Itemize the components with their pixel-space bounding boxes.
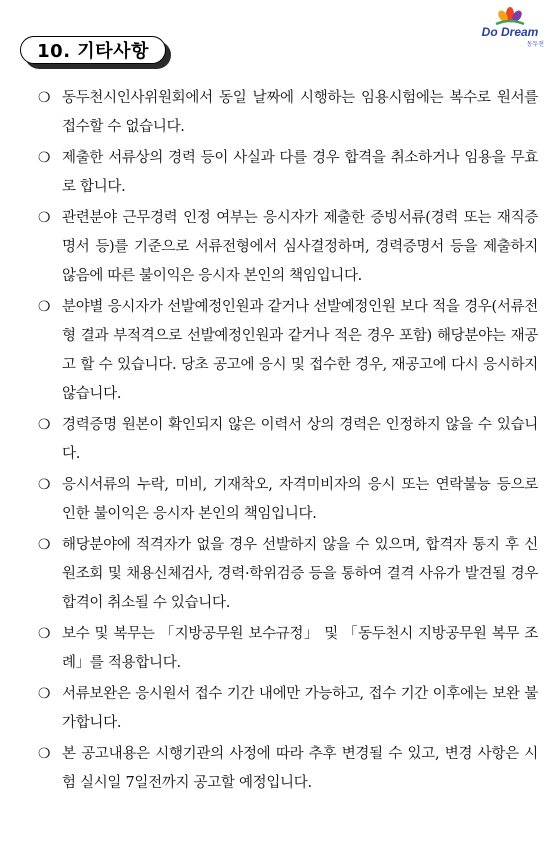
- list-item: [38, 531, 538, 618]
- list-item-text: 본 공고내용은 시행기관의 사정에 따라 추후 변경될 수 있고, 변경 사항은 시험 실시일 7일전까지 공고할 예정입니다.: [62, 746, 538, 791]
- logo-text: Do Dream: [481, 25, 539, 39]
- list-item: [38, 204, 538, 291]
- list-item: [38, 293, 538, 409]
- circle-bullet-icon: ❍: [38, 477, 51, 493]
- list-item-text: 관련분야 근무경력 인정 여부는 응시자가 제출한 증빙서류(경력 또는 재직증명서 등)를 기준으로 서류전형에서 심사결정하며, 경력증명서 등을 제출하지 않음에 따른 불이익은 응시자 본인의 책임입니다.: [62, 210, 538, 284]
- circle-bullet-icon: ❍: [38, 686, 51, 702]
- list-item-text: 동두천시인사위원회에서 동일 날짜에 시행하는 임용시험에는 복수로 원서를 접수할 수 없습니다.: [62, 90, 538, 135]
- list-item-text: 해당분야에 적격자가 없을 경우 선발하지 않을 수 있으며, 합격자 통지 후 신원조회 및 채용신체검사, 경력·학위검증 등을 통하여 결격 사유가 발견될 경우 합격이 취소될 수 있습니다.: [62, 537, 538, 611]
- section-header: [20, 36, 172, 70]
- list-item-text: 응시서류의 누락, 미비, 기재착오, 자격미비자의 응시 또는 연락불능 등으로 인한 불이익은 응시자 본인의 책임입니다.: [62, 477, 538, 522]
- list-item-text: 서류보완은 응시원서 접수 기간 내에만 가능하고, 접수 기간 이후에는 보완 불가합니다.: [62, 686, 538, 731]
- circle-bullet-icon: ❍: [38, 417, 51, 433]
- circle-bullet-icon: ❍: [38, 626, 51, 642]
- circle-bullet-icon: ❍: [38, 299, 51, 315]
- circle-bullet-icon: ❍: [38, 537, 51, 553]
- section-title: 10. 기타사항: [20, 36, 166, 64]
- notice-list: [38, 84, 538, 800]
- list-item: [38, 411, 538, 469]
- list-item-text: 분야별 응시자가 선발예정인원과 같거나 선발예정인원 보다 적을 경우(서류전형 결과 부적격으로 선발예정인원과 같거나 적은 경우 포함) 해당분야는 재공고 할 수 있습니다. 당초 공고에 응시 및 접수한 경우, 재공고에 다시 응시하지 않습니다.: [62, 299, 538, 402]
- circle-bullet-icon: ❍: [38, 746, 51, 762]
- logo-subtext: 동두천: [526, 41, 544, 48]
- list-item: [38, 471, 538, 529]
- list-item: [38, 680, 538, 738]
- list-item-text: 경력증명 원본이 확인되지 않은 이력서 상의 경력은 인정하지 않을 수 있습니다.: [62, 417, 538, 462]
- list-item-text: 보수 및 복무는 「지방공무원 보수규정」 및 「동두천시 지방공무원 복무 조례」를 적용합니다.: [62, 626, 538, 671]
- list-item: [38, 620, 538, 678]
- circle-bullet-icon: ❍: [38, 210, 51, 226]
- list-item: [38, 740, 538, 798]
- dodream-logo: [470, 6, 550, 46]
- circle-bullet-icon: ❍: [38, 90, 51, 106]
- circle-bullet-icon: ❍: [38, 150, 51, 166]
- list-item: [38, 144, 538, 202]
- list-item: [38, 84, 538, 142]
- list-item-text: 제출한 서류상의 경력 등이 사실과 다를 경우 합격을 취소하거나 임용을 무효로 합니다.: [62, 150, 538, 195]
